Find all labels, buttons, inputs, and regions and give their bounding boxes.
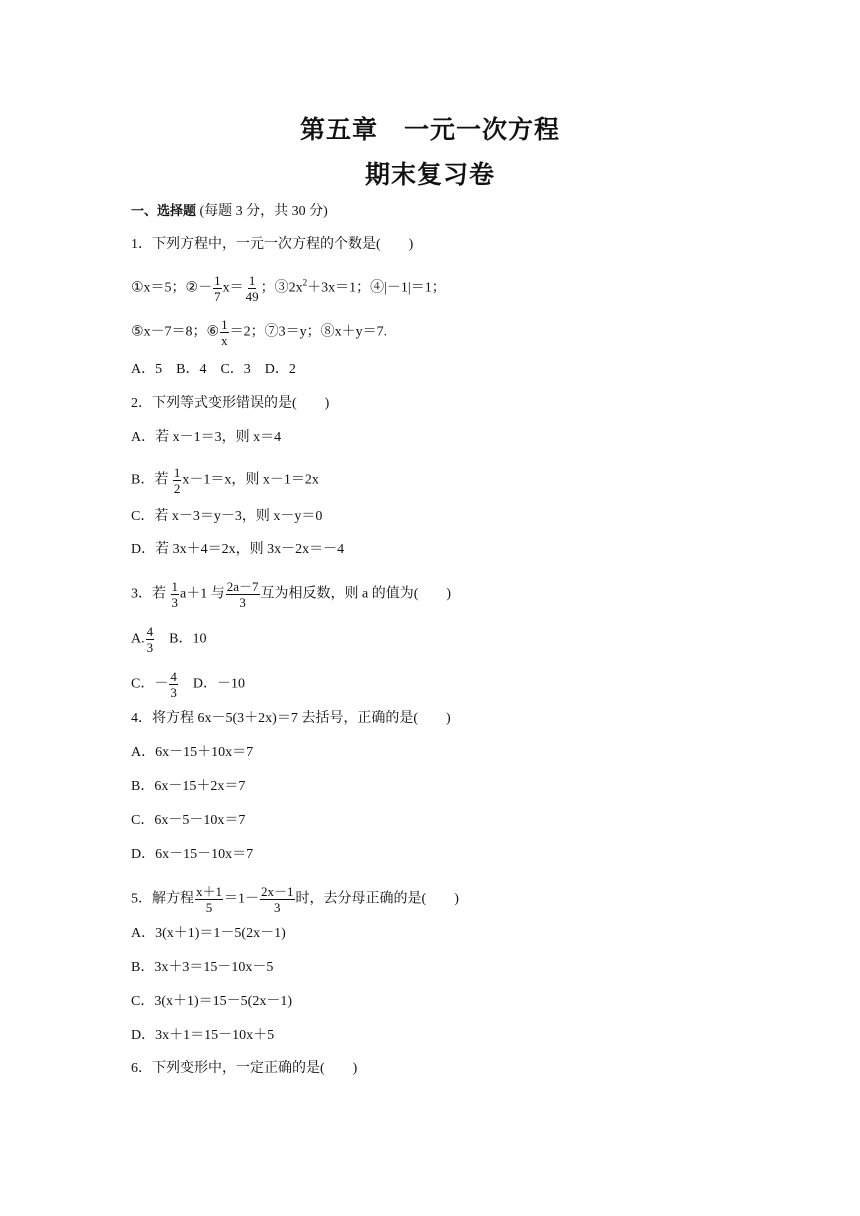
frac-numerator: 1 bbox=[173, 465, 181, 480]
q3-text: a＋1 与 bbox=[180, 586, 225, 602]
frac-denominator: 2 bbox=[173, 481, 181, 496]
q3-option-d: D．－10 bbox=[178, 676, 245, 692]
q5-fraction bbox=[260, 884, 295, 915]
q2-option-b bbox=[131, 465, 319, 496]
q5-text: ＝1－ bbox=[224, 891, 260, 907]
frac-denominator: 49 bbox=[245, 289, 259, 304]
q5-stem bbox=[131, 884, 459, 915]
q1-text: x＝ bbox=[222, 280, 244, 296]
q1-text: ⑤x－7＝8；⑥ bbox=[131, 324, 220, 340]
frac-numerator: 2x－1 bbox=[261, 884, 294, 899]
q1-fraction bbox=[213, 273, 222, 304]
frac-denominator: 3 bbox=[171, 595, 178, 610]
q4-stem: 4．将方程 6x－5(3＋2x)＝7 去括号，正确的是( ) bbox=[131, 711, 451, 726]
frac-denominator: 5 bbox=[205, 900, 213, 915]
q2-option-a: A．若 x－1＝3，则 x＝4 bbox=[131, 430, 282, 445]
q1-fraction bbox=[245, 273, 260, 304]
q3-options-cd bbox=[131, 669, 245, 700]
q3-option-b: B．10 bbox=[155, 631, 207, 647]
q5-option-b: B．3x＋3＝15－10x－5 bbox=[131, 960, 274, 975]
q2-stem: 2．下列等式变形错误的是( ) bbox=[131, 396, 330, 411]
q4-option-c: C．6x－5－10x＝7 bbox=[131, 813, 246, 828]
q3-options-ab bbox=[131, 624, 206, 655]
frac-numerator: 1 bbox=[214, 273, 221, 288]
q4-option-d: D．6x－15－10x＝7 bbox=[131, 847, 254, 862]
frac-denominator: x bbox=[221, 333, 228, 348]
section-heading bbox=[131, 203, 328, 221]
q2-option-c: C．若 x－3＝y－3，则 x－y＝0 bbox=[131, 509, 323, 524]
q5-text: 时，去分母正确的是( ) bbox=[295, 891, 459, 907]
frac-numerator: x＋1 bbox=[196, 884, 223, 899]
frac-denominator: 3 bbox=[146, 640, 154, 655]
frac-denominator: 3 bbox=[170, 685, 177, 700]
frac-numerator: 2a－7 bbox=[226, 579, 259, 594]
q1-text: ＋3x＝1；④|－1|＝1； bbox=[307, 280, 446, 296]
frac-denominator: 3 bbox=[274, 900, 281, 915]
q6-stem: 6．下列变形中，一定正确的是( ) bbox=[131, 1061, 358, 1076]
q1-text: ；③2x bbox=[260, 280, 303, 296]
q3-fraction bbox=[146, 624, 155, 655]
q4-option-b: B．6x－15＋2x＝7 bbox=[131, 779, 246, 794]
q2-fraction bbox=[173, 465, 182, 496]
section-label: 一、选择题 bbox=[131, 204, 197, 219]
chapter-title: 第五章 一元一次方程 bbox=[299, 115, 560, 144]
q5-option-c: C．3(x＋1)＝15－5(2x－1) bbox=[131, 994, 292, 1009]
q3-stem bbox=[131, 579, 451, 610]
q3-text: 互为相反数，则 a 的值为( ) bbox=[260, 586, 452, 602]
q3-fraction bbox=[169, 669, 178, 700]
q5-text: 5．解方程 bbox=[131, 891, 194, 907]
q2-option-d: D．若 3x＋4＝2x，则 3x－2x＝－4 bbox=[131, 542, 345, 557]
q4-option-a: A．6x－15＋10x＝7 bbox=[131, 745, 254, 760]
q3-text: 3．若 bbox=[131, 586, 170, 602]
q2-text: B．若 bbox=[131, 472, 172, 488]
section-note: (每题 3 分，共 30 分) bbox=[199, 204, 328, 219]
q1-text: ①x＝5；②－ bbox=[131, 280, 213, 296]
q5-option-d: D．3x＋1＝15－10x＋5 bbox=[131, 1028, 275, 1043]
q1-items-line2 bbox=[131, 317, 387, 348]
q1-text: ＝2；⑦3＝y；⑧x＋y＝7. bbox=[229, 324, 388, 340]
frac-numerator: 4 bbox=[146, 624, 154, 639]
q1-fraction bbox=[220, 317, 229, 348]
q3-fraction bbox=[226, 579, 260, 610]
q1-items-line1 bbox=[131, 273, 446, 304]
q3-option-a: A. bbox=[131, 631, 145, 647]
q3-fraction bbox=[171, 579, 180, 610]
exponent: 2 bbox=[302, 277, 308, 288]
frac-numerator: 4 bbox=[170, 669, 177, 684]
frac-numerator: 1 bbox=[248, 273, 256, 288]
q1-options: A．5 B．4 C．3 D．2 bbox=[131, 362, 296, 377]
q5-fraction bbox=[195, 884, 223, 915]
q5-option-a: A．3(x＋1)＝1－5(2x－1) bbox=[131, 926, 286, 941]
q1-stem: 1．下列方程中，一元一次方程的个数是( ) bbox=[131, 237, 414, 252]
exam-subtitle: 期末复习卷 bbox=[364, 160, 495, 189]
q3-option-c: C．－ bbox=[131, 676, 169, 692]
q2-text: x－1＝x，则 x－1＝2x bbox=[182, 472, 319, 488]
frac-denominator: 3 bbox=[239, 595, 246, 610]
frac-denominator: 7 bbox=[214, 289, 221, 304]
frac-numerator: 1 bbox=[221, 317, 228, 332]
frac-numerator: 1 bbox=[171, 579, 178, 594]
